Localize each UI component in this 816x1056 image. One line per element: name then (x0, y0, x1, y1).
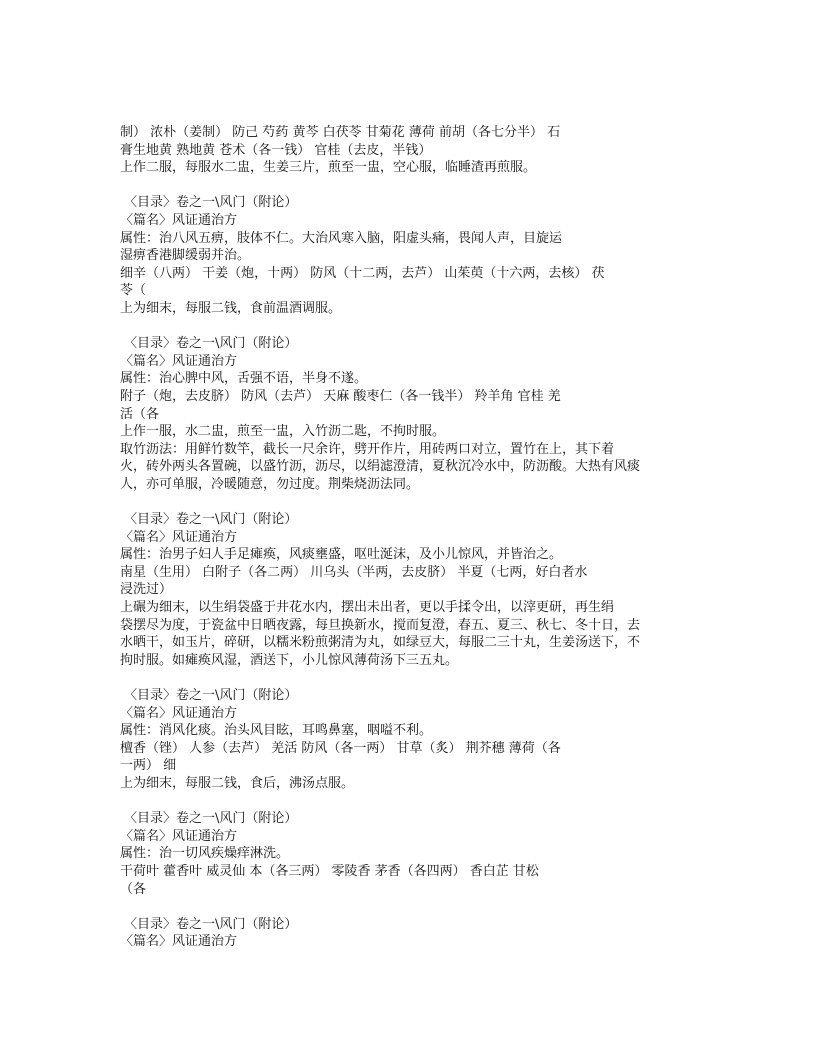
text-line: 上为细末，每服二钱，食前温酒调服。 (120, 300, 342, 316)
text-line: 上作一服，水二盅，煎至一盅，入竹沥二匙，不拘时服。 (120, 424, 446, 440)
text-line: 上为细末，每服二钱，食后，沸汤点服。 (120, 775, 355, 791)
text-line: 檀香（锉） 人参（去芦） 羌活 防风（各一两） 甘草（炙） 荆芥穗 薄荷（各 (120, 740, 561, 756)
text-line: 上作二服，每服水二盅，生姜三片，煎至一盅，空心服，临睡渣再煎服。 (120, 160, 537, 176)
prescription-entry (120, 687, 690, 793)
text-line: 苓（ (120, 283, 147, 299)
prescription-entry (120, 194, 690, 317)
catalog-line: 〈目录〉卷之一\风门（附论） (124, 688, 298, 703)
chapter-title-line: 〈篇名〉风证通治方 (120, 705, 238, 721)
text-line: 活（各 (120, 406, 160, 422)
text-line: 人，亦可单服，冷暖随意，勿过度。荆柴烧沥法同。 (120, 476, 420, 492)
prescription-entry (120, 916, 690, 951)
property-line: 属性：治八风五痹，肢体不仁。大治风寒入脑，阳虚头痛，畏闻人声，目旋运 (120, 230, 563, 246)
text-line: 干荷叶 藿香叶 威灵仙 本（各三两） 零陵香 茅香（各四两） 香白芷 甘松 (120, 863, 539, 879)
catalog-line: 〈目录〉卷之一\风门（附论） (124, 811, 298, 827)
catalog-line: 〈目录〉卷之一\风门（附论） (124, 336, 298, 352)
text-line: 浸洗过） (120, 582, 173, 598)
property-line: 属性：消风化痰。治头风目眩，耳鸣鼻塞，咽嗌不利。 (120, 723, 433, 739)
prescription-entry (120, 124, 690, 177)
property-line: 属性：治男子妇人手足瘫痪，风痰壅盛，呕吐涎沫，及小儿惊风，并皆治之。 (120, 547, 563, 563)
prescription-entry (120, 810, 690, 898)
property-line: 属性：治心脾中风，舌强不语，半身不遂。 (120, 371, 368, 387)
text-line: 附子（炮，去皮脐） 防风（去芦） 天麻 酸枣仁（各一钱半） 羚羊角 官桂 羌 (120, 388, 561, 404)
text-line: 细辛（八两） 干姜（炮，十两） 防风（十二两，去芦） 山茱萸（十六两，去核） 茯 (120, 265, 605, 281)
text-line: 南星（生用） 白附子（各二两） 川乌头（半两，去皮脐） 半夏（七两，好白者水 (120, 564, 588, 580)
chapter-title-line: 〈篇名〉风证通治方 (120, 529, 238, 545)
text-line: 膏生地黄 熟地黄 苍术（各一钱） 官桂（去皮，半钱） (120, 142, 432, 158)
text-line: 袋摆尽为度，于瓷盆中日晒夜露，每旦换新水，搅而复澄，春五、夏三、秋七、冬十日，去 (120, 617, 641, 633)
text-line: （各 (120, 881, 147, 897)
property-line: 属性：治一切风疾燥痒淋洗。 (120, 846, 290, 862)
text-line: 取竹沥法：用鲜竹数竿，截长一尺余许，劈开作片，用砖两口对立，置竹在上，其下着 (120, 441, 615, 457)
text-line: 火，砖外两头各置碗，以盛竹沥，沥尽，以绢滤澄清，夏秋沉冷水中，防沥酸。大热有风痰 (120, 459, 641, 475)
catalog-line: 〈目录〉卷之一\风门（附论） (124, 916, 298, 932)
text-line: 上碾为细末，以生绢袋盛于井花水内，摆出未出者，更以手揉令出，以滓更研，再生绢 (120, 600, 615, 616)
prescription-entry (120, 511, 690, 669)
chapter-title-line: 〈篇名〉风证通治方 (120, 212, 238, 228)
catalog-line: 〈目录〉卷之一\风门（附论） (124, 512, 298, 528)
chapter-title-line: 〈篇名〉风证通治方 (120, 828, 238, 844)
document-body (120, 124, 690, 969)
text-line: 制） 浓朴（姜制） 防己 芍药 黄芩 白茯苓 甘菊花 薄荷 前胡（各七分半） 石 (120, 125, 561, 140)
catalog-line: 〈目录〉卷之一\风门（附论） (124, 195, 298, 211)
chapter-title-line: 〈篇名〉风证通治方 (120, 934, 238, 950)
text-line: 一两） 细 (120, 758, 177, 774)
text-line: 水晒干，如玉片，碎研，以糯米粉煎粥清为丸，如绿豆大，每服二三十丸，生姜汤送下，不 (120, 635, 641, 651)
prescription-entry (120, 335, 690, 493)
text-line: 拘时服。如瘫痪风湿，酒送下，小儿惊风薄荷汤下三五丸。 (120, 652, 459, 668)
text-line: 湿痹香港脚缓弱并治。 (120, 248, 251, 264)
chapter-title-line: 〈篇名〉风证通治方 (120, 353, 238, 369)
